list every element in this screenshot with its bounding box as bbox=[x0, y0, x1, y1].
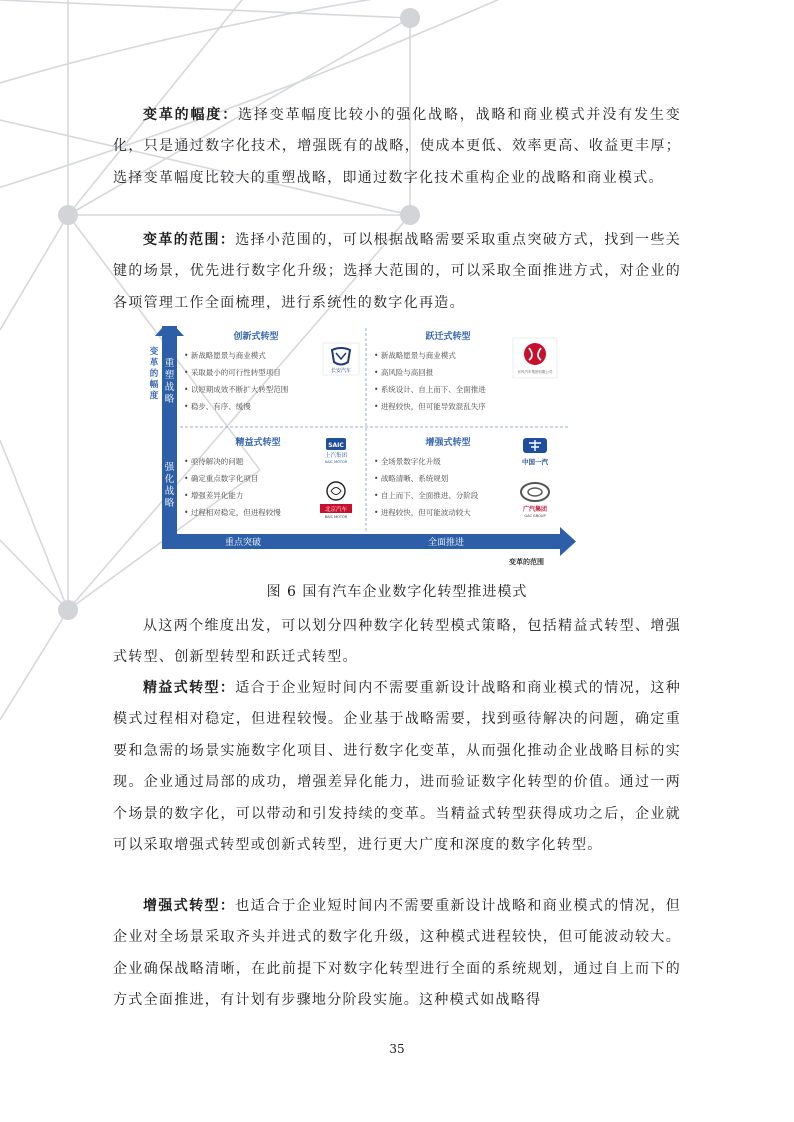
y-axis-title bbox=[150, 346, 159, 401]
paragraph-text: 选择小范围的，可以根据战略需要采取重点突破方式，找到一些关键的场景，优先进行数字化升级；选择大范围的，可以采取全面推进方式，对企业的各项管理工作全面梳理，进行系统性的数字化再造。 bbox=[113, 232, 681, 311]
svg-text:东风汽车集团有限公司: 东风汽车集团有限公司 bbox=[517, 370, 553, 374]
bullet-item: • 确定重点数字化项目 bbox=[184, 474, 259, 483]
svg-text:略: 略 bbox=[164, 394, 175, 405]
svg-text:强: 强 bbox=[164, 462, 175, 473]
bullet-item: • 系统设计、自上而下、全面推进 bbox=[374, 385, 486, 394]
dongfeng-logo bbox=[513, 338, 557, 378]
svg-text:SAIC MOTOR: SAIC MOTOR bbox=[324, 460, 348, 464]
svg-text:长安汽车: 长安汽车 bbox=[330, 368, 352, 374]
paragraph-label: 变革的范围： bbox=[143, 232, 236, 248]
svg-text:战: 战 bbox=[164, 486, 175, 497]
bullet-item: • 进程较快，但可能波动较大 bbox=[374, 508, 471, 517]
svg-text:GAC GROUP: GAC GROUP bbox=[524, 514, 546, 518]
baic-logo bbox=[320, 478, 352, 519]
svg-text:重: 重 bbox=[164, 358, 175, 369]
bullet-item: • 进程较快，但可能导致混乱失序 bbox=[374, 402, 486, 411]
paragraph-lean-transformation bbox=[113, 673, 681, 861]
bullet-item: • 采取最小的可行性转型项目 bbox=[184, 368, 281, 377]
quadrant-title-lean: 精益式转型 bbox=[235, 438, 281, 448]
bullet-item: • 亟待解决的问题 bbox=[184, 457, 244, 466]
paragraph-scope-amplitude bbox=[113, 100, 681, 194]
bullet-item: • 新战略愿景与商业模式 bbox=[184, 351, 266, 360]
faw-logo bbox=[515, 436, 555, 468]
bullet-item: • 高风险与高回报 bbox=[374, 368, 434, 377]
svg-text:略: 略 bbox=[164, 498, 175, 509]
x-axis-arrow bbox=[560, 527, 576, 556]
paragraph-four-modes bbox=[113, 611, 681, 674]
svg-text:SAIC: SAIC bbox=[328, 442, 344, 449]
svg-text:北京汽车: 北京汽车 bbox=[324, 507, 348, 513]
x-axis-bar bbox=[162, 534, 562, 549]
svg-text:中国一汽: 中国一汽 bbox=[522, 458, 548, 466]
paragraph-label: 精益式转型： bbox=[143, 680, 236, 696]
quadrant-bullets-bottom-right bbox=[374, 456, 479, 518]
svg-text:变: 变 bbox=[149, 347, 159, 357]
quadrant-bullets-bottom-left bbox=[184, 456, 281, 518]
bullet-item: • 自上而下、全面推进、分阶段 bbox=[374, 491, 479, 500]
bullet-item: • 过程相对稳定，但进程较慢 bbox=[184, 508, 281, 517]
quadrant-bullets-top-right bbox=[374, 350, 486, 412]
svg-text:战: 战 bbox=[164, 382, 175, 393]
quadrant-title-leap: 跃迁式转型 bbox=[425, 332, 471, 342]
bullet-item: • 新战略愿景与商业模式 bbox=[374, 351, 456, 360]
svg-text:度: 度 bbox=[149, 391, 159, 401]
svg-text:上汽集团: 上汽集团 bbox=[324, 453, 348, 459]
y-axis-arrow bbox=[155, 326, 184, 336]
bullet-item: • 以短期成效不断扩大转型范围 bbox=[184, 385, 289, 394]
bullet-item: • 全场景数字化升级 bbox=[374, 457, 441, 466]
y-axis-lower-label bbox=[165, 462, 175, 509]
bullet-item: • 战略清晰、系统规划 bbox=[374, 474, 449, 483]
paragraph-text: 从这两个维度出发，可以划分四种数字化转型模式策略，包括精益式转型、增强式转型、创新型转型和跃迁式转型。 bbox=[113, 618, 681, 666]
transformation-mode-diagram bbox=[148, 326, 578, 573]
svg-text:的: 的 bbox=[149, 369, 159, 379]
saic-logo bbox=[320, 436, 352, 464]
svg-text:幅: 幅 bbox=[149, 380, 159, 390]
svg-text:广汽集团: 广汽集团 bbox=[522, 506, 548, 513]
changan-logo bbox=[323, 343, 359, 375]
paragraph-scope-range bbox=[113, 225, 681, 319]
svg-text:塑: 塑 bbox=[164, 370, 175, 381]
page-number: 35 bbox=[389, 1042, 405, 1056]
paragraph-text: 适合于企业短时间内不需要重新设计战略和商业模式的情况，这种模式过程相对稳定，但进程较慢。企业基于战略需要，找到亟待解决的问题，确定重要和急需的场景实施数字化项目、进行数字化变革，从而强化推动企业战略目标的实现。企业通过局部的成功，增强差异化能力，进而验证数字化转型的价值。通过一两个场景的数字化，可以带动和引发持续的变革。当精益式转型获得成功之后，企业就可以采取增强式转型或创新式转型，进行更大广度和深度的数字化转型。 bbox=[113, 680, 681, 854]
bullet-item: • 稳步、有序、缓慢 bbox=[184, 402, 251, 411]
quadrant-title-enhanced: 增强式转型 bbox=[425, 438, 471, 448]
paragraph-text: 选择变革幅度比较小的强化战略，战略和商业模式并没有发生变化，只是通过数字化技术，增强既有的战略，使成本更低、效率更高、收益更丰厚；选择变革幅度比较大的重塑战略，即通过数字化技术重构企业的战略和商业模式。 bbox=[113, 107, 681, 186]
x-axis-left-label: 重点突破 bbox=[224, 538, 262, 548]
paragraph-label: 变革的幅度： bbox=[143, 107, 239, 123]
svg-text:化: 化 bbox=[164, 474, 175, 485]
x-axis-right-label: 全面推进 bbox=[427, 538, 465, 548]
paragraph-text: 也适合于企业短时间内不需要重新设计战略和商业模式的情况，但企业对全场景采取齐头并进式的数字化升级，这种模式进程较快，但可能波动较大。企业确保战略清晰，在此前提下对数字化转型进行全面的系统规划，通过自上而下的方式全面推进，有计划有步骤地分阶段实施。这种模式如战略得 bbox=[113, 898, 681, 1009]
paragraph-label: 增强式转型： bbox=[143, 898, 236, 914]
gac-logo bbox=[515, 478, 555, 518]
paragraph-enhanced-transformation bbox=[113, 891, 681, 1017]
x-axis-title: 变革的范围 bbox=[509, 558, 544, 566]
svg-text:革: 革 bbox=[149, 358, 159, 368]
quadrant-bullets-top-left bbox=[184, 350, 289, 411]
bullet-item: • 增强差异化能力 bbox=[184, 491, 244, 500]
svg-text:BAIC MOTOR: BAIC MOTOR bbox=[324, 515, 348, 519]
figure-caption: 图 6 国有汽车企业数字化转型推进模式 bbox=[266, 584, 528, 600]
quadrant-title-innovative: 创新式转型 bbox=[233, 332, 279, 342]
